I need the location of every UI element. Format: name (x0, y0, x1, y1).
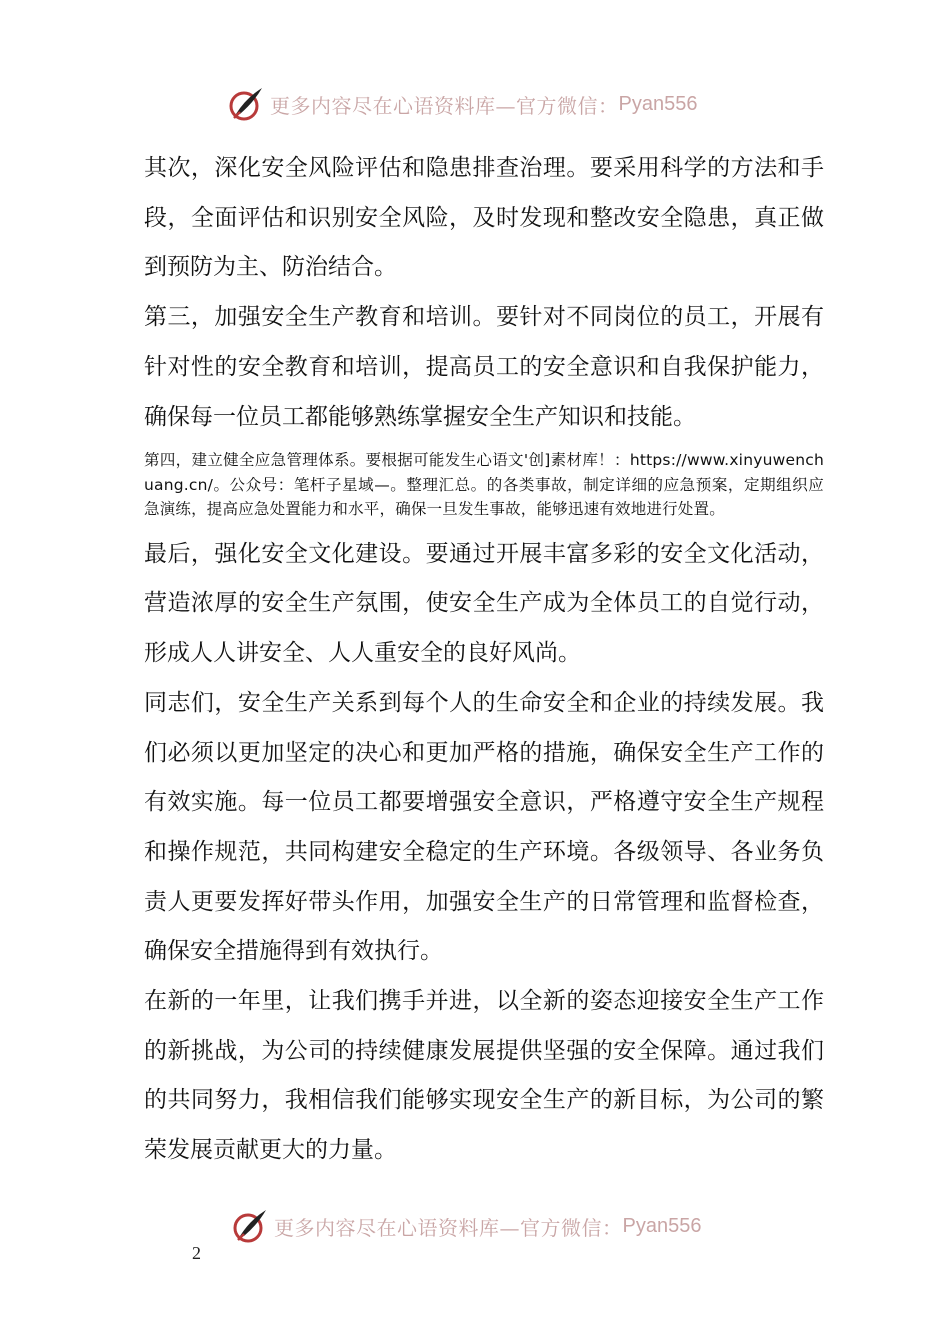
paragraph-training: 第三，加强安全生产教育和培训。要针对不同岗位的员工，开展有针对性的安全教育和培训，提高员工的安全意识和自我保护能力，确保每一位员工都能够熟练掌握安全生产知识和技能。 (144, 304, 824, 430)
footer-wechat-id: Pyan556 (622, 1214, 702, 1237)
header-banner (226, 84, 697, 124)
header-banner-text: 更多内容尽在心语资料库—官方微信： (270, 93, 619, 118)
quill-pen-logo-icon (226, 84, 266, 124)
footer-banner (230, 1206, 701, 1246)
paragraph-emergency-management: 第四，建立健全应急管理体系。要根据可能发生心语文'创]素材库！：https://www.xinyuwenchuang.cn/。公众号：笔杆子星域—。整理汇总。的各类事故，制定详细的应急预案，定期组织应急演练，提高应急处置能力和水平，确保一旦发生事故，能够迅速有效地进行处置。 (144, 451, 824, 519)
paragraph-new-year: 在新的一年里，让我们携手并进，以全新的姿态迎接安全生产工作的新挑战，为公司的持续健康发展提供坚强的安全保障。通过我们的共同努力，我相信我们能够实现安全生产的新目标，为公司的繁荣发展贡献更大的力量。 (144, 988, 824, 1164)
paragraph-comrades: 同志们，安全生产关系到每个人的生命安全和企业的持续发展。我们必须以更加坚定的决心和更加严格的措施，确保安全生产工作的有效实施。每一位员工都要增强安全意识，严格遵守安全生产规程和操作规范，共同构建安全稳定的生产环境。各级领导、各业务负责人更要发挥好带头作用，加强安全生产的日常管理和监督检查，确保安全措施得到有效执行。 (144, 689, 824, 965)
document-body (144, 144, 824, 1176)
header-wechat-id: Pyan556 (618, 92, 698, 115)
quill-pen-logo-icon (230, 1206, 270, 1246)
footer-banner-text: 更多内容尽在心语资料库—官方微信： (274, 1215, 623, 1240)
paragraph-safety-culture: 最后，强化安全文化建设。要通过开展丰富多彩的安全文化活动，营造浓厚的安全生产氛围，使安全生产成为全体员工的自觉行动，形成人人讲安全、人人重安全的良好风尚。 (144, 540, 824, 667)
page-number: 2 (192, 1243, 201, 1263)
paragraph-risk-assessment: 其次，深化安全风险评估和隐患排查治理。要采用科学的方法和手段，全面评估和识别安全风险，及时发现和整改安全隐患，真正做到预防为主、防治结合。 (144, 155, 824, 281)
